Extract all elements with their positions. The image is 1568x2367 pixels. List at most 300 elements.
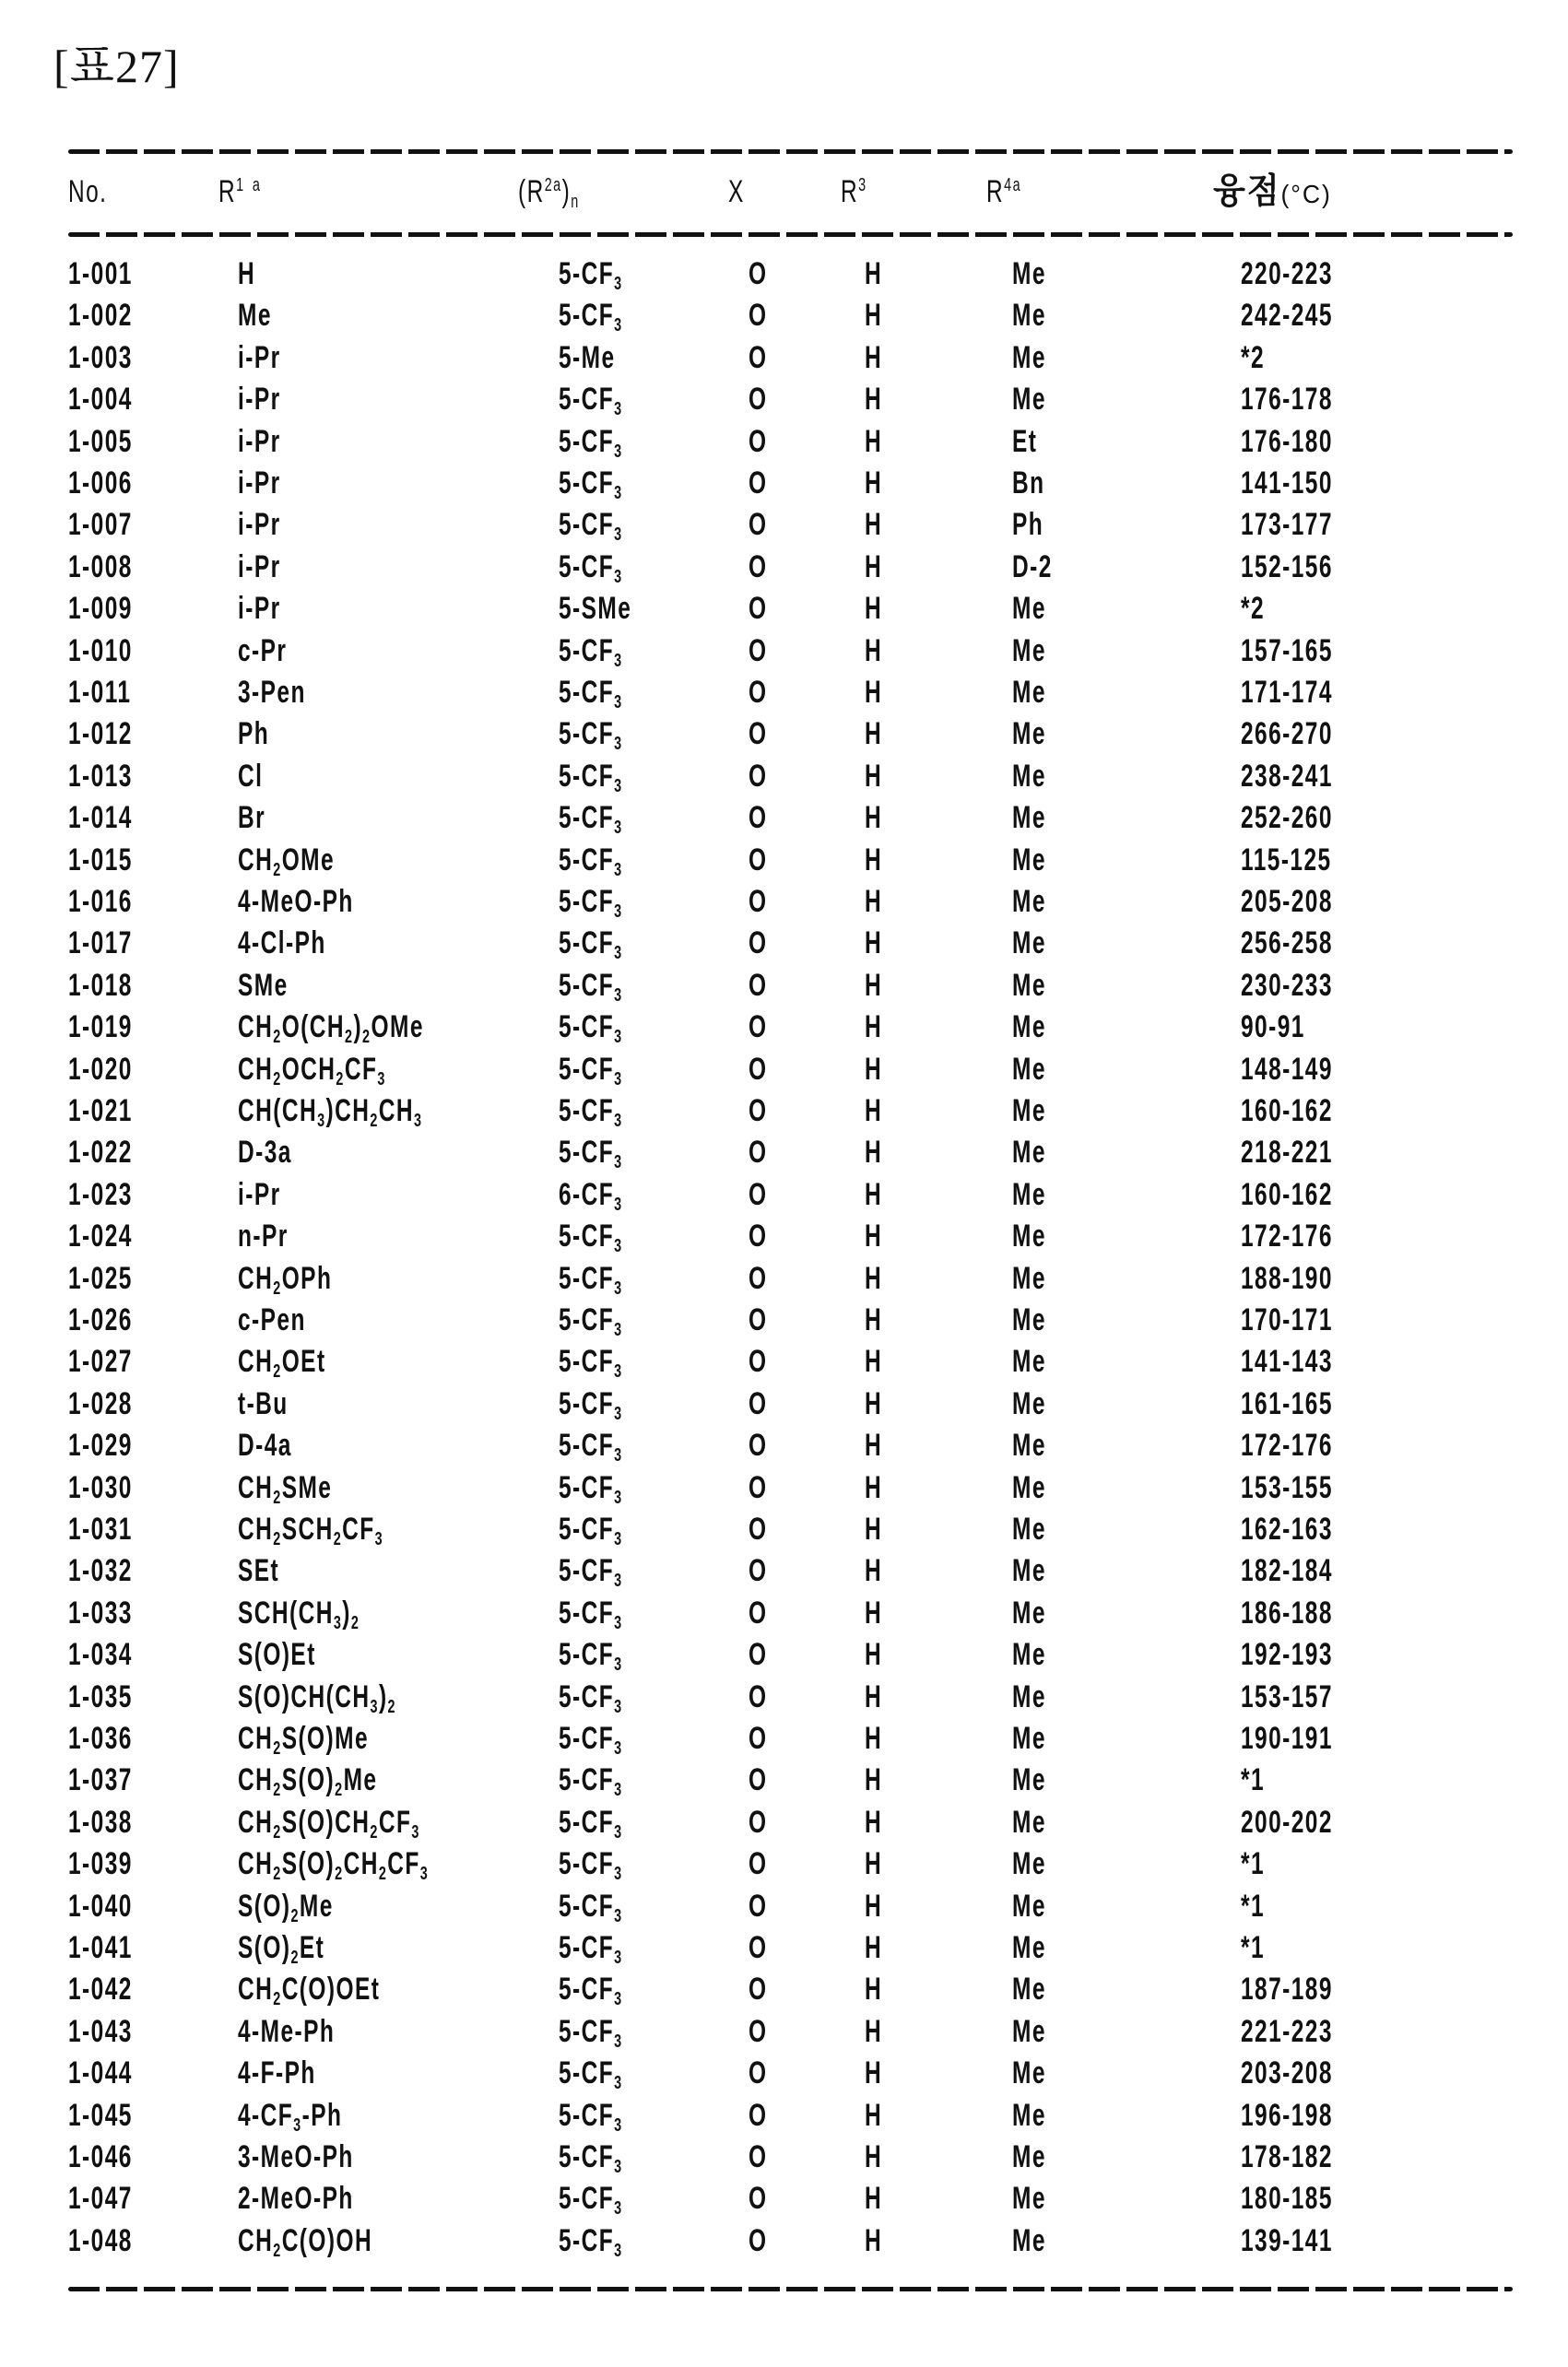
cell-mp: 182-184 [1241,1553,1333,1589]
cell-r2an: $5-CF_3$ [559,1009,623,1048]
cell-r3: H [865,1721,883,1756]
cell-mp: 157-165 [1241,632,1333,668]
cell-r1a: t-Bu [238,1385,289,1421]
cell-r3: H [865,1093,883,1128]
cell-no: 1-026 [68,1302,133,1337]
cell-r4a: Me [1012,842,1046,877]
cell-no: 1-046 [68,2139,133,2174]
cell-r2an: $5-CF_3$ [559,2013,623,2052]
table-row [0,881,1568,923]
cell-r4a: Me [1012,1385,1046,1421]
cell-x: O [749,2222,768,2258]
cell-r4a: Me [1012,1428,1046,1464]
cell-x: O [749,548,768,584]
cell-mp: 160-162 [1241,1176,1333,1212]
cell-mp: *2 [1241,591,1266,627]
cell-r4a: Et [1012,423,1038,459]
cell-r3: H [865,1846,883,1882]
cell-r2an: $5-CF_3$ [559,1093,623,1131]
cell-r2an: $5-CF_3$ [559,884,623,922]
table-title: [표27] [53,41,180,92]
cell-r1a: 4-MeO-Ph [238,884,354,919]
table-row [0,421,1568,463]
cell-r2an: $5-CF_3$ [559,423,623,462]
cell-mp: 187-189 [1241,1972,1333,2008]
cell-r3: H [865,1344,883,1380]
cell-r1a: i-Pr [238,465,281,500]
table-row [0,1677,1568,1718]
cell-r2an: $5-CF_3$ [559,2181,623,2220]
cell-x: O [749,256,768,291]
cell-r3: H [865,548,883,584]
cell-r1a: $CH_2C(O)OH$ [238,2222,373,2261]
cell-r2an: $5-CF_3$ [559,632,623,671]
header-r4a: $R^{4a}$ [986,174,1022,209]
cell-x: O [749,382,768,418]
cell-r4a: Me [1012,800,1046,836]
cell-no: 1-015 [68,842,133,877]
cell-no: 1-011 [68,675,132,710]
cell-r3: H [865,1888,883,1924]
table-row [0,2053,1568,2094]
cell-r3: H [865,1469,883,1505]
cell-r2an: $5-CF_3$ [559,1512,623,1549]
cell-x: O [749,1260,768,1296]
cell-mp: 178-182 [1241,2139,1333,2174]
cell-mp: *1 [1241,1888,1266,1924]
cell-x: O [749,507,768,543]
cell-r3: H [865,1219,883,1254]
cell-r1a: D-4a [238,1428,292,1464]
cell-no: 1-044 [68,2055,133,2091]
cell-r3: H [865,1302,883,1337]
table-row [0,1760,1568,1801]
cell-mp: 200-202 [1241,1804,1333,1840]
cell-r3: H [865,632,883,668]
cell-x: O [749,1553,768,1589]
cell-r1a: $CH_2OPh$ [238,1260,333,1299]
cell-mp: 188-190 [1241,1260,1333,1296]
cell-x: O [749,339,768,375]
cell-mp: 186-188 [1241,1595,1333,1631]
cell-mp: 220-223 [1241,256,1333,291]
cell-r3: H [865,1637,883,1673]
cell-no: 1-024 [68,1219,133,1254]
table-row [0,1550,1568,1592]
cell-r4a: Me [1012,1804,1046,1840]
cell-mp: 160-162 [1241,1093,1333,1128]
cell-r3: H [865,1512,883,1547]
cell-r2an: $5-CF_3$ [559,1888,623,1926]
table-row [0,1007,1568,1048]
cell-x: O [749,884,768,919]
cell-r4a: D-2 [1012,548,1053,584]
table-row [0,2178,1568,2220]
cell-r4a: Me [1012,1302,1046,1337]
cell-no: 1-008 [68,548,133,584]
cell-no: 1-045 [68,2097,133,2133]
cell-mp: 161-165 [1241,1385,1333,1421]
cell-mp: 205-208 [1241,884,1333,919]
cell-r1a: H [238,256,256,291]
cell-x: O [749,1637,768,1673]
cell-r2an: $5-CF_3$ [559,675,623,712]
cell-no: 1-027 [68,1344,133,1380]
cell-r4a: Me [1012,1846,1046,1882]
cell-x: O [749,1302,768,1337]
table-row [0,1927,1568,1969]
cell-r3: H [865,1972,883,2008]
table-row [0,1886,1568,1927]
cell-r4a: Me [1012,339,1046,375]
cell-r1a: Me [238,298,272,334]
table-row [0,797,1568,839]
cell-r3: H [865,1762,883,1798]
cell-no: 1-010 [68,632,133,668]
cell-mp: 176-178 [1241,382,1333,418]
cell-r2an: $5-CF_3$ [559,298,623,336]
header-mp-unit: (°C) [1280,180,1332,208]
table-row [0,1216,1568,1257]
table-row [0,965,1568,1007]
cell-r1a: 4-Cl-Ph [238,925,326,961]
cell-x: O [749,591,768,627]
table-row [0,1802,1568,1843]
cell-mp: 203-208 [1241,2055,1333,2091]
cell-x: O [749,758,768,794]
cell-mp: 115-125 [1241,842,1332,877]
table-row [0,840,1568,881]
cell-r1a: Ph [238,716,270,752]
cell-r4a: Me [1012,1093,1046,1128]
cell-r3: H [865,925,883,961]
cell-mp: 171-174 [1241,675,1333,710]
cell-no: 1-022 [68,1135,133,1171]
cell-x: O [749,423,768,459]
cell-x: O [749,1219,768,1254]
top-rule [68,149,1513,154]
cell-r2an: $5-CF_3$ [559,2139,623,2177]
cell-x: O [749,1385,768,1421]
cell-r3: H [865,716,883,752]
cell-r1a: S(O)Et [238,1637,316,1673]
table-row [0,1467,1568,1509]
cell-r3: H [865,800,883,836]
table-row [0,379,1568,420]
cell-r3: H [865,2222,883,2258]
cell-r3: H [865,423,883,459]
cell-mp: 252-260 [1241,800,1333,836]
cell-r4a: Me [1012,758,1046,794]
cell-r3: H [865,256,883,291]
cell-r1a: $CH_2S(O)CH_2CF_3$ [238,1804,420,1843]
cell-x: O [749,1344,768,1380]
cell-r2an: $5-CF_3$ [559,2222,623,2261]
table-row [0,2220,1568,2262]
table-row [0,1090,1568,1132]
cell-r3: H [865,967,883,1003]
cell-r4a: Me [1012,1469,1046,1505]
cell-x: O [749,2055,768,2091]
cell-r4a: Me [1012,884,1046,919]
cell-r3: H [865,2055,883,2091]
cell-r2an: $5-CF_3$ [559,1135,623,1173]
cell-x: O [749,1512,768,1547]
cell-no: 1-040 [68,1888,133,1924]
table-row [0,1969,1568,2010]
table-row [0,1258,1568,1300]
cell-r4a: Me [1012,716,1046,752]
cell-x: O [749,632,768,668]
cell-r1a: $CH_2OCH_2CF_3$ [238,1051,386,1089]
cell-r2an: $5-CF_3$ [559,548,623,587]
cell-r2an: $5-CF_3$ [559,800,623,839]
table-row [0,463,1568,504]
cell-r1a: $4-CF_3-Ph$ [238,2097,343,2136]
cell-no: 1-039 [68,1846,133,1882]
cell-no: 1-009 [68,591,133,627]
cell-r4a: Me [1012,1553,1046,1589]
cell-no: 1-036 [68,1721,133,1756]
cell-no: 1-048 [68,2222,133,2258]
cell-x: O [749,1469,768,1505]
cell-mp: 139-141 [1241,2222,1333,2258]
cell-mp: 266-270 [1241,716,1333,752]
cell-r1a: i-Pr [238,507,281,543]
cell-r3: H [865,507,883,543]
cell-no: 1-047 [68,2181,133,2217]
cell-mp: 153-155 [1241,1469,1333,1505]
cell-r1a: c-Pen [238,1302,306,1337]
cell-x: O [749,675,768,710]
table-row [0,1593,1568,1634]
cell-mp: 238-241 [1241,758,1333,794]
table-row [0,547,1568,588]
cell-r2an: $5-CF_3$ [559,925,623,964]
cell-r4a: Me [1012,967,1046,1003]
cell-no: 1-017 [68,925,133,961]
cell-no: 1-003 [68,339,133,375]
cell-r2an: $5-CF_3$ [559,2097,623,2136]
cell-no: 1-038 [68,1804,133,1840]
cell-no: 1-030 [68,1469,133,1505]
cell-x: O [749,1678,768,1714]
cell-r1a: $CH_2OMe$ [238,842,336,880]
cell-r4a: Me [1012,382,1046,418]
cell-mp: 230-233 [1241,967,1333,1003]
cell-no: 1-016 [68,884,133,919]
cell-r2an: $5-CF_3$ [559,1344,623,1383]
cell-r2an: $5-CF_3$ [559,716,623,755]
cell-r1a: 4-F-Ph [238,2055,316,2091]
table-row [0,1132,1568,1173]
cell-r4a: Me [1012,1930,1046,1965]
cell-r4a: Me [1012,1051,1046,1087]
cell-x: O [749,1595,768,1631]
cell-x: O [749,1972,768,2008]
cell-r3: H [865,2139,883,2174]
cell-mp: 218-221 [1241,1135,1333,1171]
cell-r4a: Me [1012,675,1046,710]
cell-r3: H [865,298,883,334]
cell-r2an: $5-CF_3$ [559,1678,623,1717]
cell-r2an: $5-CF_3$ [559,1260,623,1299]
table-row [0,1843,1568,1885]
cell-r4a: Me [1012,1972,1046,2008]
cell-mp: 152-156 [1241,548,1333,584]
cell-mp: 141-143 [1241,1344,1333,1380]
cell-r3: H [865,382,883,418]
cell-r4a: Me [1012,1721,1046,1756]
cell-r2an: $5-CF_3$ [559,2055,623,2094]
cell-r3: H [865,339,883,375]
cell-r1a: n-Pr [238,1219,289,1254]
cell-no: 1-021 [68,1093,133,1128]
cell-r2an: $5-CF_3$ [559,465,623,503]
cell-mp: 190-191 [1241,1721,1333,1756]
cell-x: O [749,1051,768,1087]
cell-x: O [749,716,768,752]
cell-r2an: $5-CF_3$ [559,1972,623,2010]
header-rule [68,232,1513,237]
cell-r3: H [865,2097,883,2133]
cell-x: O [749,925,768,961]
cell-r4a: Me [1012,2181,1046,2217]
cell-r4a: Me [1012,1678,1046,1714]
table-row [0,588,1568,630]
table-header [0,171,1568,213]
cell-x: O [749,2013,768,2049]
cell-r3: H [865,884,883,919]
cell-r2an: $5-CF_3$ [559,842,623,880]
cell-r1a: $S(O)_2Et$ [238,1930,325,1968]
cell-no: 1-018 [68,967,133,1003]
cell-mp: 148-149 [1241,1051,1333,1087]
cell-mp: *1 [1241,1762,1266,1798]
cell-r1a: Br [238,800,266,836]
cell-r3: H [865,842,883,877]
cell-r1a: i-Pr [238,1176,281,1212]
cell-r2an: $5-CF_3$ [559,758,623,796]
cell-no: 1-006 [68,465,133,500]
cell-x: O [749,800,768,836]
cell-no: 1-035 [68,1678,133,1714]
cell-r2an: 5-SMe [559,591,632,627]
cell-x: O [749,1804,768,1840]
cell-r1a: i-Pr [238,382,281,418]
cell-r1a: $CH_2O(CH_2)_2OMe$ [238,1009,424,1048]
cell-mp: 192-193 [1241,1637,1333,1673]
cell-r2an: 5-Me [559,339,616,375]
cell-x: O [749,842,768,877]
cell-mp: 153-157 [1241,1678,1333,1714]
table-row [0,756,1568,797]
cell-r3: H [865,1260,883,1296]
cell-r4a: Me [1012,591,1046,627]
table-row [0,2137,1568,2178]
cell-r3: H [865,1678,883,1714]
cell-mp: 172-176 [1241,1219,1333,1254]
cell-r1a: $CH_2S(O)_2CH_2CF_3$ [238,1846,430,1885]
cell-r3: H [865,2181,883,2217]
cell-r2an: $5-CF_3$ [559,1595,623,1633]
header-x: X [728,174,745,209]
cell-no: 1-004 [68,382,133,418]
cell-r3: H [865,591,883,627]
cell-no: 1-042 [68,1972,133,2008]
cell-r4a: Me [1012,2139,1046,2174]
cell-r4a: Me [1012,1512,1046,1547]
cell-r3: H [865,465,883,500]
cell-r2an: $5-CF_3$ [559,1762,623,1801]
cell-r4a: Me [1012,1344,1046,1380]
cell-r2an: $5-CF_3$ [559,967,623,1006]
cell-no: 1-043 [68,2013,133,2049]
cell-r4a: Me [1012,925,1046,961]
cell-r4a: Me [1012,2097,1046,2133]
cell-mp: 170-171 [1241,1302,1333,1337]
cell-r1a: 3-Pen [238,675,306,710]
cell-no: 1-028 [68,1385,133,1421]
cell-mp: 172-176 [1241,1428,1333,1464]
cell-r2an: $5-CF_3$ [559,256,623,294]
cell-r4a: Me [1012,632,1046,668]
cell-r3: H [865,675,883,710]
cell-r3: H [865,1930,883,1965]
cell-mp: 242-245 [1241,298,1333,334]
cell-no: 1-014 [68,800,133,836]
cell-mp: 180-185 [1241,2181,1333,2217]
cell-no: 1-034 [68,1637,133,1673]
cell-r4a: Me [1012,1888,1046,1924]
header-r3: $R^3$ [841,174,867,209]
cell-no: 1-002 [68,298,133,334]
table-row [0,630,1568,672]
header-mp-label: 융점 [1213,172,1281,211]
cell-no: 1-020 [68,1051,133,1087]
cell-r4a: Me [1012,1009,1046,1045]
cell-x: O [749,2181,768,2217]
cell-mp: 173-177 [1241,507,1333,543]
cell-r3: H [865,1385,883,1421]
cell-r3: H [865,1595,883,1631]
cell-r1a: c-Pr [238,632,288,668]
table-row [0,1634,1568,1676]
cell-r2an: $5-CF_3$ [559,1302,623,1340]
cell-r1a: D-3a [238,1135,292,1171]
cell-r4a: Me [1012,2055,1046,2091]
cell-r1a: $S(O)_2Me$ [238,1888,334,1926]
cell-r4a: Me [1012,1595,1046,1631]
cell-r1a: $CH(CH_3)CH_2CH_3$ [238,1093,423,1131]
cell-no: 1-013 [68,758,133,794]
table-row [0,1509,1568,1550]
cell-r2an: $5-CF_3$ [559,1469,623,1508]
cell-r1a: $SCH(CH_3)_2$ [238,1595,360,1633]
cell-r4a: Me [1012,1176,1046,1212]
cell-no: 1-037 [68,1762,133,1798]
cell-r2an: $5-CF_3$ [559,1219,623,1257]
cell-r4a: Ph [1012,507,1044,543]
table-row [0,672,1568,713]
cell-x: O [749,1930,768,1965]
cell-no: 1-012 [68,716,133,752]
table-row [0,1300,1568,1341]
cell-r3: H [865,1051,883,1087]
table-row [0,2011,1568,2053]
cell-r2an: $5-CF_3$ [559,1721,623,1759]
cell-r1a: $CH_2SCH_2CF_3$ [238,1512,384,1549]
